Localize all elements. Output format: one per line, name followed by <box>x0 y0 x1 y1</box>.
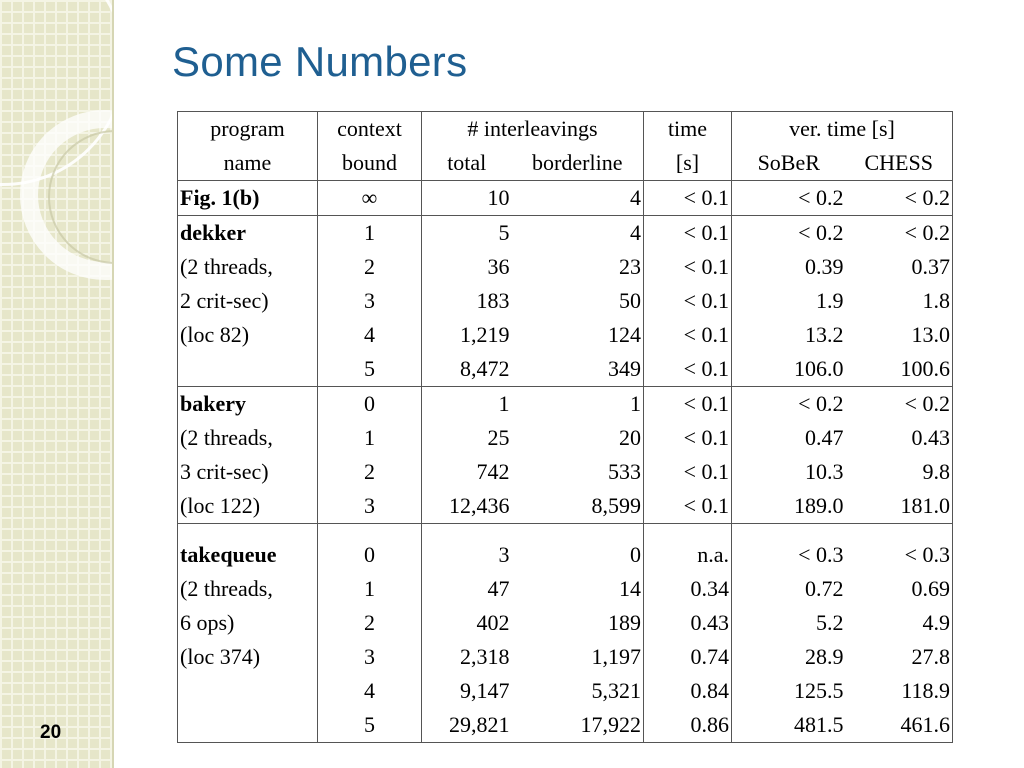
time-cell: < 0.1 <box>644 421 732 455</box>
header-context: context <box>318 112 422 147</box>
chess-cell: 100.6 <box>846 352 953 387</box>
program-cell: (loc 374) <box>178 640 318 674</box>
table-row <box>178 455 953 489</box>
decorative-side-strip <box>0 0 112 768</box>
total-cell: 402 <box>422 606 512 640</box>
borderline-cell: 4 <box>630 220 641 245</box>
table-row <box>178 216 953 251</box>
header-program: program <box>178 112 318 147</box>
context-bound-cell: 1 <box>318 421 422 455</box>
context-bound-cell: 5 <box>318 352 422 387</box>
spacer-cell <box>422 524 512 539</box>
program-cell: bakery <box>178 387 318 422</box>
time-cell: 0.34 <box>644 572 732 606</box>
table-row <box>178 387 953 422</box>
total-cell: 29,821 <box>422 708 512 743</box>
time-cell: < 0.1 <box>644 250 732 284</box>
chess-cell: 0.37 <box>846 250 953 284</box>
context-bound-cell: 4 <box>318 674 422 708</box>
time-cell: 0.74 <box>644 640 732 674</box>
borderline-cell: 1 <box>630 391 641 416</box>
sober-cell: 0.39 <box>732 250 846 284</box>
sober-cell: < 0.2 <box>732 387 846 422</box>
header-chess: CHESS <box>846 146 953 181</box>
program-cell: (loc 82) <box>178 318 318 352</box>
time-cell: < 0.1 <box>644 387 732 422</box>
context-bound-cell: 2 <box>318 606 422 640</box>
slide-title: Some Numbers <box>172 38 468 85</box>
context-bound-cell: 3 <box>318 640 422 674</box>
chess-cell: < 0.3 <box>846 538 953 572</box>
sober-cell: 189.0 <box>732 489 846 524</box>
table-row <box>178 284 953 318</box>
group-spacer-row <box>178 524 953 539</box>
total-cell: 1 <box>422 387 512 422</box>
chess-cell: < 0.2 <box>846 387 953 422</box>
total-cell: 183 <box>422 284 512 318</box>
context-bound-cell: 0 <box>318 538 422 572</box>
program-cell: (2 threads, <box>178 250 318 284</box>
context-bound-cell: 2 <box>318 455 422 489</box>
sober-cell: 106.0 <box>732 352 846 387</box>
spacer-cell <box>318 524 422 539</box>
sober-cell: 5.2 <box>732 606 846 640</box>
table-row <box>178 538 953 572</box>
chess-cell: 0.43 <box>846 421 953 455</box>
header-borderline: borderline <box>512 146 644 181</box>
chess-cell: 181.0 <box>846 489 953 524</box>
borderline-cell: 349 <box>512 352 644 387</box>
spacer-cell <box>178 524 318 539</box>
borderline-cell: 5,321 <box>591 678 641 703</box>
chess-cell: 13.0 <box>846 318 953 352</box>
header-time: time <box>644 112 732 147</box>
time-cell: < 0.1 <box>644 181 732 216</box>
strip-divider <box>112 0 114 768</box>
time-cell: < 0.1 <box>644 455 732 489</box>
total-cell: 36 <box>422 250 512 284</box>
chess-cell: 1.8 <box>846 284 953 318</box>
program-cell <box>178 708 318 743</box>
header-row <box>178 112 953 147</box>
time-cell: < 0.1 <box>644 318 732 352</box>
borderline-cell: 189 <box>608 610 641 635</box>
spacer-cell <box>512 524 644 539</box>
chess-cell: 9.8 <box>846 455 953 489</box>
sober-cell: 125.5 <box>732 674 846 708</box>
header-interleavings: # interleavings <box>422 112 644 147</box>
table-row <box>178 572 953 606</box>
chess-cell: 27.8 <box>846 640 953 674</box>
header-time-unit: [s] <box>644 146 732 181</box>
total-cell: 3 <box>422 538 512 572</box>
results-table <box>177 111 953 743</box>
context-bound-cell: 3 <box>318 489 422 524</box>
table-row <box>178 674 953 708</box>
borderline-cell: 1,197 <box>591 644 641 669</box>
spacer-cell <box>644 524 732 539</box>
chess-cell: 4.9 <box>846 606 953 640</box>
table-row <box>178 421 953 455</box>
table-row <box>178 352 953 387</box>
chess-cell: 461.6 <box>846 708 953 743</box>
context-bound-cell: 0 <box>318 387 422 422</box>
total-cell: 8,472 <box>422 352 512 387</box>
header-name: name <box>178 146 318 181</box>
table-row <box>178 489 953 524</box>
sober-cell: < 0.2 <box>732 181 846 216</box>
borderline-cell: 23 <box>619 254 641 279</box>
sober-cell: 0.47 <box>732 421 846 455</box>
program-cell: takequeue <box>178 538 318 572</box>
borderline-cell: 17,922 <box>512 708 644 743</box>
header-row <box>178 146 953 181</box>
total-cell: 10 <box>422 181 512 216</box>
program-cell <box>178 674 318 708</box>
spacer-cell <box>846 524 953 539</box>
table-row <box>178 708 953 743</box>
table-row <box>178 318 953 352</box>
time-cell: < 0.1 <box>644 216 732 251</box>
time-cell: 0.86 <box>644 708 732 743</box>
total-cell: 25 <box>422 421 512 455</box>
chess-cell: < 0.2 <box>846 216 953 251</box>
program-cell: (2 threads, <box>178 421 318 455</box>
header-sober: SoBeR <box>732 146 846 181</box>
table-row <box>178 640 953 674</box>
chess-cell: < 0.2 <box>846 181 953 216</box>
time-cell: 0.84 <box>644 674 732 708</box>
total-cell: 1,219 <box>422 318 512 352</box>
total-cell: 742 <box>422 455 512 489</box>
program-cell: (2 threads, <box>178 572 318 606</box>
total-cell: 47 <box>422 572 512 606</box>
borderline-cell: 533 <box>608 459 641 484</box>
sober-cell: 10.3 <box>732 455 846 489</box>
page-number: 20 <box>40 722 62 743</box>
program-cell: (loc 122) <box>178 489 318 524</box>
context-bound-cell: 2 <box>318 250 422 284</box>
program-cell: dekker <box>178 216 318 251</box>
program-cell: 2 crit-sec) <box>178 284 318 318</box>
sober-cell: < 0.3 <box>732 538 846 572</box>
chess-cell: 118.9 <box>846 674 953 708</box>
borderline-cell: 124 <box>608 322 641 347</box>
sober-cell: 28.9 <box>732 640 846 674</box>
sober-cell: < 0.2 <box>732 216 846 251</box>
time-cell: n.a. <box>644 538 732 572</box>
spacer-cell <box>732 524 846 539</box>
context-bound-cell: 5 <box>318 708 422 743</box>
chess-cell: 0.69 <box>846 572 953 606</box>
time-cell: < 0.1 <box>644 284 732 318</box>
total-cell: 9,147 <box>422 674 512 708</box>
header-bound: bound <box>318 146 422 181</box>
borderline-cell: 8,599 <box>512 489 644 524</box>
sober-cell: 1.9 <box>732 284 846 318</box>
table-row <box>178 181 953 216</box>
table-row <box>178 250 953 284</box>
sober-cell: 13.2 <box>732 318 846 352</box>
sober-cell: 481.5 <box>732 708 846 743</box>
context-bound-cell: 4 <box>318 318 422 352</box>
context-bound-cell: 1 <box>318 572 422 606</box>
sober-cell: 0.72 <box>732 572 846 606</box>
header-total: total <box>422 146 512 181</box>
borderline-cell: 14 <box>619 576 641 601</box>
context-bound-cell: ∞ <box>318 181 422 216</box>
time-cell: < 0.1 <box>644 352 732 387</box>
total-cell: 5 <box>422 216 512 251</box>
borderline-cell: 50 <box>619 288 641 313</box>
header-ver-time: ver. time [s] <box>732 112 953 147</box>
program-cell <box>178 352 318 387</box>
table-row <box>178 606 953 640</box>
borderline-cell: 0 <box>630 542 641 567</box>
time-cell: < 0.1 <box>644 489 732 524</box>
time-cell: 0.43 <box>644 606 732 640</box>
program-cell: 6 ops) <box>178 606 318 640</box>
borderline-cell: 20 <box>619 425 641 450</box>
context-bound-cell: 1 <box>318 216 422 251</box>
borderline-cell: 4 <box>512 181 644 216</box>
program-cell: 3 crit-sec) <box>178 455 318 489</box>
program-cell: Fig. 1(b) <box>178 181 318 216</box>
context-bound-cell: 3 <box>318 284 422 318</box>
total-cell: 2,318 <box>422 640 512 674</box>
total-cell: 12,436 <box>422 489 512 524</box>
